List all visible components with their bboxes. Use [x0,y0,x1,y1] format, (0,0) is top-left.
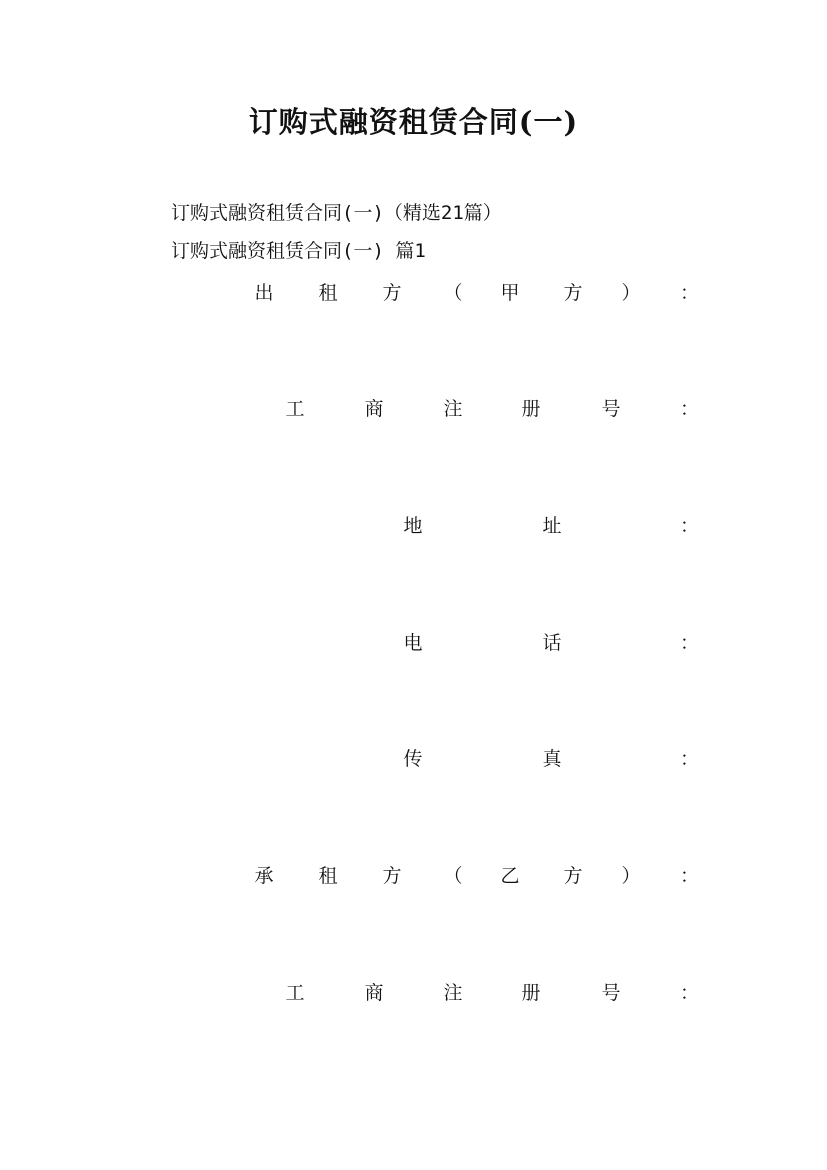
field-label-char: 方 [382,865,402,887]
field-colon: ： [680,982,700,1004]
field-label-char: ） [621,865,641,887]
document-title: 订购式融资租赁合同(一) [248,105,579,139]
field-lessor-fax [0,744,827,774]
field-label-char: 注 [443,398,463,420]
field-label-char: 工 [285,982,305,1004]
field-colon: ： [680,515,700,537]
field-label-char: 册 [521,982,541,1004]
field-label-char: （ [443,865,463,887]
field-label-char: 址 [542,515,562,537]
field-label-char: 乙 [500,865,520,887]
field-label-char: 租 [318,282,338,304]
field-label-char: 出 [254,282,274,304]
field-lessor-address [0,511,827,541]
field-label-char: 商 [364,398,384,420]
field-colon: ： [680,748,700,770]
field-label-char: 话 [542,632,562,654]
field-label-char: 传 [403,748,423,770]
field-lessor-registration [0,394,827,424]
field-label-char: 电 [403,632,423,654]
field-label-char: 地 [403,515,423,537]
field-label-char: 真 [542,748,562,770]
field-label-char: （ [443,282,463,304]
field-label-char: 甲 [500,282,520,304]
field-label-char: 号 [601,982,621,1004]
field-label-char: 注 [443,982,463,1004]
field-label-char: ） [621,282,641,304]
field-colon: ： [680,398,700,420]
field-label-char: 方 [563,865,583,887]
field-label-char: 商 [364,982,384,1004]
field-lessor [0,278,827,308]
field-label-char: 号 [601,398,621,420]
field-label-char: 租 [318,865,338,887]
field-label-char: 承 [254,865,274,887]
field-colon: ： [680,865,700,887]
field-lessee-registration [0,978,827,1008]
field-lessee [0,861,827,891]
field-lessor-phone [0,628,827,658]
field-colon: ： [680,282,700,304]
field-label-char: 工 [285,398,305,420]
field-colon: ： [680,632,700,654]
document-subtitle: 订购式融资租赁合同(一)（精选21篇） [171,202,502,224]
field-label-char: 方 [563,282,583,304]
section-heading: 订购式融资租赁合同(一) 篇1 [171,240,426,262]
field-label-char: 册 [521,398,541,420]
field-label-char: 方 [382,282,402,304]
